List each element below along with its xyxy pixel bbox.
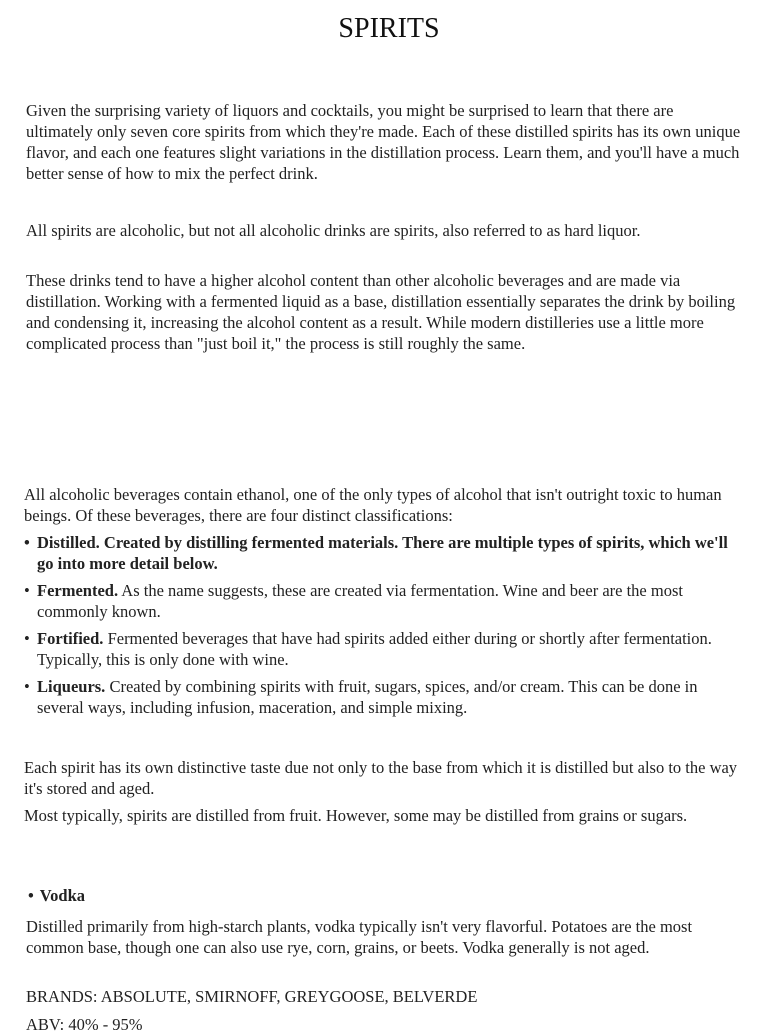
classification-term: Distilled.: [37, 533, 100, 552]
list-item-distilled: [24, 532, 748, 574]
taste-paragraph: Each spirit has its own distinctive taste due not only to the base from which it is distilled but also to the way it's stored and aged.: [24, 758, 738, 798]
bullet-glyph: •: [28, 886, 34, 905]
classification-text: Fermented beverages that have had spirits added either during or shortly after fermentation. Typically, this is only done with wine.: [37, 629, 712, 669]
classification-text: Created by combining spirits with fruit, sugars, spices, and/or cream. This can be done in several ways, including infusion, maceration, and simple mixing.: [37, 677, 698, 717]
alcoholic-paragraph: All spirits are alcoholic, but not all alcoholic drinks are spirits, also referred to as hard liquor.: [26, 221, 641, 240]
vodka-brands: BRANDS: ABSOLUTE, SMIRNOFF, GREYGOOSE, BELVERDE: [26, 987, 478, 1006]
classification-term: Fortified.: [37, 629, 104, 648]
ethanol-paragraph: All alcoholic beverages contain ethanol, one of the only types of alcohol that isn't outright toxic to human beings. Of these beverages, there are four distinct classifications:: [24, 485, 722, 525]
vodka-abv: ABV: 40% - 95%: [26, 1015, 143, 1034]
fruit-paragraph: Most typically, spirits are distilled from fruit. However, some may be distilled from grains or sugars.: [24, 806, 688, 825]
vodka-heading: [28, 885, 85, 906]
vodka-description: Distilled primarily from high-starch plants, vodka typically isn't very flavorful. Potatoes are the most common base, though one can also use rye, corn, grains, or beets. Vodka generally is not aged.: [26, 917, 693, 957]
classification-term: Fermented.: [37, 581, 119, 600]
intro-paragraph: Given the surprising variety of liquors and cocktails, you might be surprised to learn that there are ultimately only seven core spirits from which they're made. Each of these distilled spirits has its own unique flavor, and each one features slight variations in the distillation process. Learn them, and you'll have a much better sense of how to mix the perfect drink.: [26, 101, 741, 183]
list-item-fortified: [24, 628, 748, 670]
vodka-heading-text: Vodka: [39, 886, 86, 905]
list-item-fermented: [24, 580, 748, 622]
classification-list: [24, 532, 748, 724]
classification-text: As the name suggests, these are created via fermentation. Wine and beer are the most commonly known.: [37, 581, 683, 621]
list-item-liqueurs: [24, 676, 748, 718]
classification-term: Liqueurs.: [37, 677, 106, 696]
classification-text: Created by distilling fermented materials. There are multiple types of spirits, which we'll go into more detail below.: [37, 533, 728, 573]
distillation-paragraph: These drinks tend to have a higher alcohol content than other alcoholic beverages and are made via distillation. Working with a fermented liquid as a base, distillation essentially separates the drink by boiling and condensing it, increasing the alcohol content as a result. While modern distilleries use a little more complicated process than "just boil it," the process is still roughly the same.: [26, 271, 736, 353]
page-title: SPIRITS: [338, 13, 440, 44]
